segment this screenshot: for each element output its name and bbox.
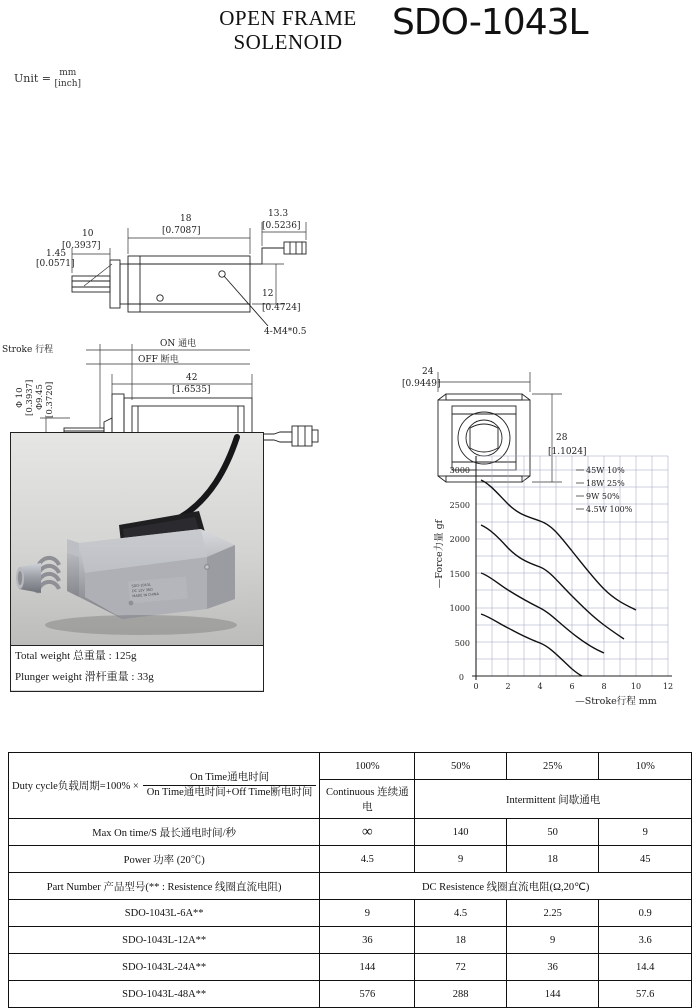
part-row-label-6a: SDO-1043L-6A** [9, 900, 320, 927]
svg-text:500: 500 [454, 639, 470, 648]
dim-dia945-in: [0.3720] [45, 381, 55, 418]
force-stroke-chart [420, 424, 692, 714]
duty-cycle-cell [9, 753, 320, 819]
dim-28-in: [1.1024] [548, 447, 587, 457]
res-48a-25: 144 [506, 981, 599, 1008]
chart-ylabel: —Force力量 gf [434, 519, 445, 589]
total-weight: Total weight 总重量 : 125g [15, 650, 137, 662]
duty-cycle-denominator: On Time通电时间+Off Time断电时间 [146, 787, 313, 798]
col-header-10: 10% [599, 753, 692, 780]
dim-42-mm: 42 [186, 373, 198, 383]
svg-text:SDO-1043L: SDO-1043L [131, 582, 151, 589]
dim-18-mm: 18 [180, 214, 192, 224]
dim-133-mm: 13.3 [268, 209, 289, 219]
res-12a-100: 36 [320, 927, 415, 954]
table-row [9, 846, 692, 873]
unit-note [14, 68, 81, 90]
res-6a-100: 9 [320, 900, 415, 927]
duty-cycle-label: Duty cycle负载周期=100% × [12, 781, 139, 792]
res-24a-50: 72 [415, 954, 507, 981]
plunger-weight: Plunger weight 滑杆重量 : 33g [15, 671, 154, 683]
dim-dia10-in: [0.3937] [25, 379, 35, 416]
unit-note-label: Unit = [14, 72, 52, 85]
svg-text:1500: 1500 [449, 570, 470, 579]
svg-text:8: 8 [601, 682, 607, 691]
dim-12-in: [0.4724] [262, 303, 301, 313]
chart-xlabel: —Stroke行程 mm [575, 696, 657, 707]
unit-note-numerator: mm [59, 68, 77, 78]
svg-text:2500: 2500 [449, 501, 470, 510]
max-on-time-10: 9 [599, 819, 692, 846]
technical-drawing [0, 88, 700, 457]
svg-text:3000: 3000 [449, 466, 470, 475]
svg-text:9W 50%: 9W 50% [586, 492, 620, 501]
res-12a-50: 18 [415, 927, 507, 954]
res-48a-50: 288 [415, 981, 507, 1008]
table-row [9, 981, 692, 1008]
svg-text:0: 0 [473, 682, 479, 691]
label-off: OFF 断电 [138, 355, 179, 365]
res-24a-100: 144 [320, 954, 415, 981]
res-6a-50: 4.5 [415, 900, 507, 927]
table-row [9, 927, 692, 954]
product-title-line2: SOLENOID [233, 30, 343, 54]
res-6a-25: 2.25 [506, 900, 599, 927]
part-row-label-48a: SDO-1043L-48A** [9, 981, 320, 1008]
unit-note-fraction [55, 68, 82, 90]
dim-145-in: [0.0571] [36, 259, 75, 269]
label-stroke: Stroke 行程 [2, 345, 54, 355]
product-photo-block [10, 432, 264, 692]
table-row [9, 954, 692, 981]
svg-text:12: 12 [662, 682, 674, 691]
res-24a-10: 14.4 [599, 954, 692, 981]
product-title-line1: OPEN FRAME [219, 6, 357, 30]
svg-text:DC 12V 36Ω: DC 12V 36Ω [131, 587, 153, 594]
max-on-time-100: ∞ [320, 819, 415, 846]
dim-dia945: Φ9.45 [35, 384, 45, 410]
svg-text:0: 0 [458, 673, 464, 682]
svg-text:45W 10%: 45W 10% [586, 466, 625, 475]
svg-text:4.5W 100%: 4.5W 100% [586, 505, 633, 514]
table-row [9, 819, 692, 846]
svg-text:10: 10 [630, 682, 642, 691]
model-number: SDO-1043L [392, 2, 588, 43]
max-on-time-50: 140 [415, 819, 507, 846]
col-header-100: 100% [320, 753, 415, 780]
res-6a-10: 0.9 [599, 900, 692, 927]
power-10: 45 [599, 846, 692, 873]
dim-24-mm: 24 [422, 367, 434, 377]
part-row-label-12a: SDO-1043L-12A** [9, 927, 320, 954]
res-48a-10: 57.6 [599, 981, 692, 1008]
spec-table [8, 752, 692, 1008]
svg-text:2: 2 [505, 682, 511, 691]
svg-text:18W 25%: 18W 25% [586, 479, 625, 488]
product-photo [11, 433, 263, 645]
part-row-label-24a: SDO-1043L-24A** [9, 954, 320, 981]
power-50: 9 [415, 846, 507, 873]
page-header [0, 2, 700, 58]
weight-info [11, 645, 263, 690]
product-title [190, 6, 386, 54]
svg-text:4: 4 [537, 682, 543, 691]
dim-10-in: [0.3937] [62, 241, 101, 251]
dim-42-in: [1.6535] [172, 385, 211, 395]
res-48a-100: 576 [320, 981, 415, 1008]
power-100: 4.5 [320, 846, 415, 873]
dim-18-in: [0.7087] [162, 226, 201, 236]
dim-dia10: Φ 10 [15, 387, 25, 408]
label-on: ON 通电 [160, 339, 197, 349]
dim-10-mm: 10 [82, 229, 94, 239]
resistance-header: DC Resistence 线圈直流电阻(Ω,20℃) [320, 873, 692, 900]
svg-text:MADE IN CHINA: MADE IN CHINA [132, 591, 159, 599]
col-header-50: 50% [415, 753, 507, 780]
table-row [9, 900, 692, 927]
res-12a-10: 3.6 [599, 927, 692, 954]
dim-28-mm: 28 [556, 433, 568, 443]
dim-thread: 4-M4*0.5 [264, 327, 307, 337]
dim-133-in: [0.5236] [262, 221, 301, 231]
table-row [9, 873, 692, 900]
part-number-label: Part Number 产品型号(** : Resistence 线圈直流电阻) [9, 873, 320, 900]
col-header-25: 25% [506, 753, 599, 780]
mode-continuous: Continuous 连续通电 [320, 780, 415, 819]
spec-table-wrap [8, 752, 692, 1008]
res-24a-25: 36 [506, 954, 599, 981]
svg-text:2000: 2000 [449, 535, 470, 544]
svg-text:6: 6 [569, 682, 575, 691]
mode-intermittent: Intermittent 间歇通电 [415, 780, 692, 819]
svg-text:1000: 1000 [449, 604, 470, 613]
duty-cycle-numerator: On Time通电时间 [143, 772, 317, 786]
unit-note-denominator: [inch] [54, 79, 82, 89]
max-on-time-25: 50 [506, 819, 599, 846]
row-label-max-on-time: Max On time/S 最长通电时间/秒 [9, 819, 320, 846]
power-25: 18 [506, 846, 599, 873]
dim-12-mm: 12 [262, 289, 274, 299]
row-label-power: Power 功率 (20℃) [9, 846, 320, 873]
dim-145-mm: 1.45 [46, 249, 67, 259]
res-12a-25: 9 [506, 927, 599, 954]
duty-cycle-fraction [143, 772, 317, 799]
dim-24-in: [0.9449] [402, 379, 441, 389]
table-row [9, 753, 692, 780]
